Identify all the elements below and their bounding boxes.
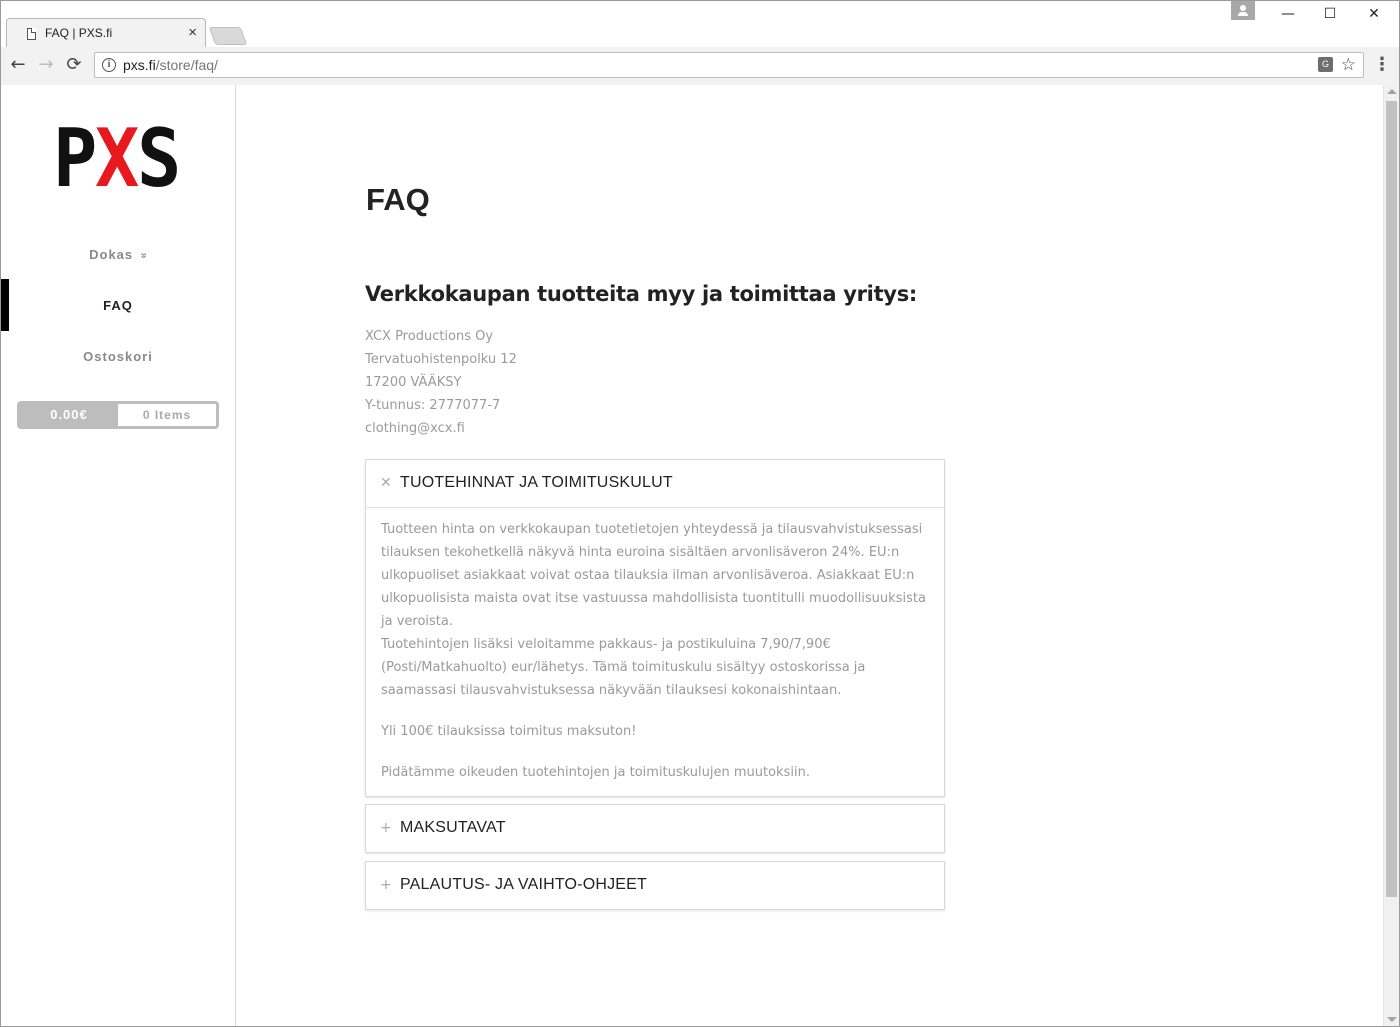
- nav-item-faq[interactable]: FAQ: [103, 298, 133, 313]
- browser-tab[interactable]: [6, 18, 206, 48]
- cart-total: 0.00€: [20, 404, 118, 426]
- company-email[interactable]: clothing@xcx.fi: [365, 421, 465, 436]
- accordion-paragraph: Tuotteen hinta on verkkokaupan tuotetietojen yhteydessä ja tilausvahvistuksessasi tilauksen tekohetkellä näkyvä hinta euroina sisältäen arvonlisäveron 24%. EU:n ulkopuoliset asiakkaat voivat ostaa tilauksia ilman arvonlisäveroa. Asiakkaat EU:n ulkopuolisista maista ovat itse vastuussa mahdollisista tuontitulli muodollisuuksista ja veroista.: [381, 522, 926, 629]
- minimize-button[interactable]: —: [1281, 6, 1295, 22]
- company-info: [365, 325, 517, 440]
- accordion-header[interactable]: [366, 805, 944, 852]
- nav-item-dokas[interactable]: [1, 247, 235, 262]
- double-chevron-down-icon: »: [137, 252, 150, 260]
- seller-heading: Verkkokaupan tuotteita myy ja toimittaa yritys:: [365, 282, 917, 306]
- back-button[interactable]: ←: [10, 54, 26, 75]
- close-window-button[interactable]: ✕: [1368, 6, 1380, 22]
- scroll-down-arrow-icon[interactable]: [1387, 1017, 1397, 1022]
- new-tab-button[interactable]: [209, 27, 248, 45]
- address-bar[interactable]: [94, 52, 1364, 78]
- tab-close-icon[interactable]: ×: [188, 24, 197, 41]
- pxs-logo[interactable]: [53, 112, 193, 205]
- company-street: Tervatuohistenpolku 12: [365, 352, 517, 367]
- cart-widget[interactable]: [17, 401, 219, 429]
- cart-item-count: 0 Items: [118, 404, 216, 426]
- nav-item-ostoskori[interactable]: Ostoskori: [83, 349, 153, 364]
- url-text[interactable]: [123, 57, 218, 73]
- accordion-title: PALAUTUS- JA VAIHTO-OHJEET: [400, 876, 648, 893]
- browser-menu-icon[interactable]: ⋮: [1373, 54, 1391, 75]
- nav-item-label: Dokas: [89, 247, 134, 262]
- logo-letter: S: [137, 112, 177, 205]
- accordion-prices-shipping: [365, 459, 945, 797]
- url-path: /store/faq/: [155, 57, 218, 73]
- page-title: FAQ: [366, 182, 430, 217]
- scroll-up-arrow-icon[interactable]: [1387, 89, 1397, 94]
- accordion-title: TUOTEHINNAT JA TOIMITUSKULUT: [400, 474, 673, 491]
- main-content: [236, 85, 1382, 1026]
- sidebar: [1, 85, 236, 1026]
- logo-letter: P: [53, 112, 92, 205]
- accordion-header[interactable]: [366, 862, 944, 909]
- tab-strip: [0, 0, 1400, 47]
- info-icon[interactable]: i: [102, 58, 116, 72]
- accordion-payment-methods: [365, 804, 945, 853]
- translate-icon[interactable]: G: [1318, 57, 1333, 72]
- accordion-paragraph: Pidätämme oikeuden tuotehintojen ja toimituskulujen muutoksiin.: [381, 765, 810, 780]
- bookmark-star-icon[interactable]: ☆: [1340, 55, 1356, 75]
- expand-icon: +: [380, 820, 392, 836]
- company-business-id: Y-tunnus: 2777077-7: [365, 398, 501, 413]
- accordion-title: MAKSUTAVAT: [400, 819, 506, 836]
- forward-button[interactable]: →: [38, 54, 54, 75]
- company-name: XCX Productions Oy: [365, 329, 494, 344]
- url-host: pxs.fi: [123, 57, 156, 73]
- accordion-header[interactable]: [366, 460, 944, 507]
- browser-toolbar: [0, 47, 1400, 85]
- accordion-body: [366, 507, 944, 796]
- tab-title: FAQ | PXS.fi: [45, 26, 113, 40]
- page-icon: [27, 28, 36, 40]
- accordion-paragraph: Tuotehintojen lisäksi veloitamme pakkaus- ja postikuluina 7,90/7,90€ (Posti/Matkahuolto) eur/lähetys. Tämä toimituskulu sisältyy ostoskorissa ja saamassasi tilausvahvistuksessa näkyvään tilauksesi kokonaishintaan.: [381, 637, 866, 698]
- logo-letter: X: [95, 112, 134, 205]
- profile-icon[interactable]: [1231, 1, 1255, 20]
- reload-button[interactable]: ⟳: [66, 54, 82, 75]
- vertical-scrollbar[interactable]: [1383, 85, 1399, 1026]
- accordion-paragraph: Yli 100€ tilauksissa toimitus maksuton!: [381, 724, 637, 739]
- browser-chrome: [0, 0, 1400, 85]
- accordion-returns: [365, 861, 945, 910]
- company-postal: 17200 VÄÄKSY: [365, 375, 462, 390]
- maximize-button[interactable]: ☐: [1323, 6, 1337, 22]
- expand-icon: +: [380, 877, 392, 893]
- scrollbar-thumb[interactable]: [1386, 101, 1397, 897]
- collapse-icon: ✕: [380, 475, 392, 491]
